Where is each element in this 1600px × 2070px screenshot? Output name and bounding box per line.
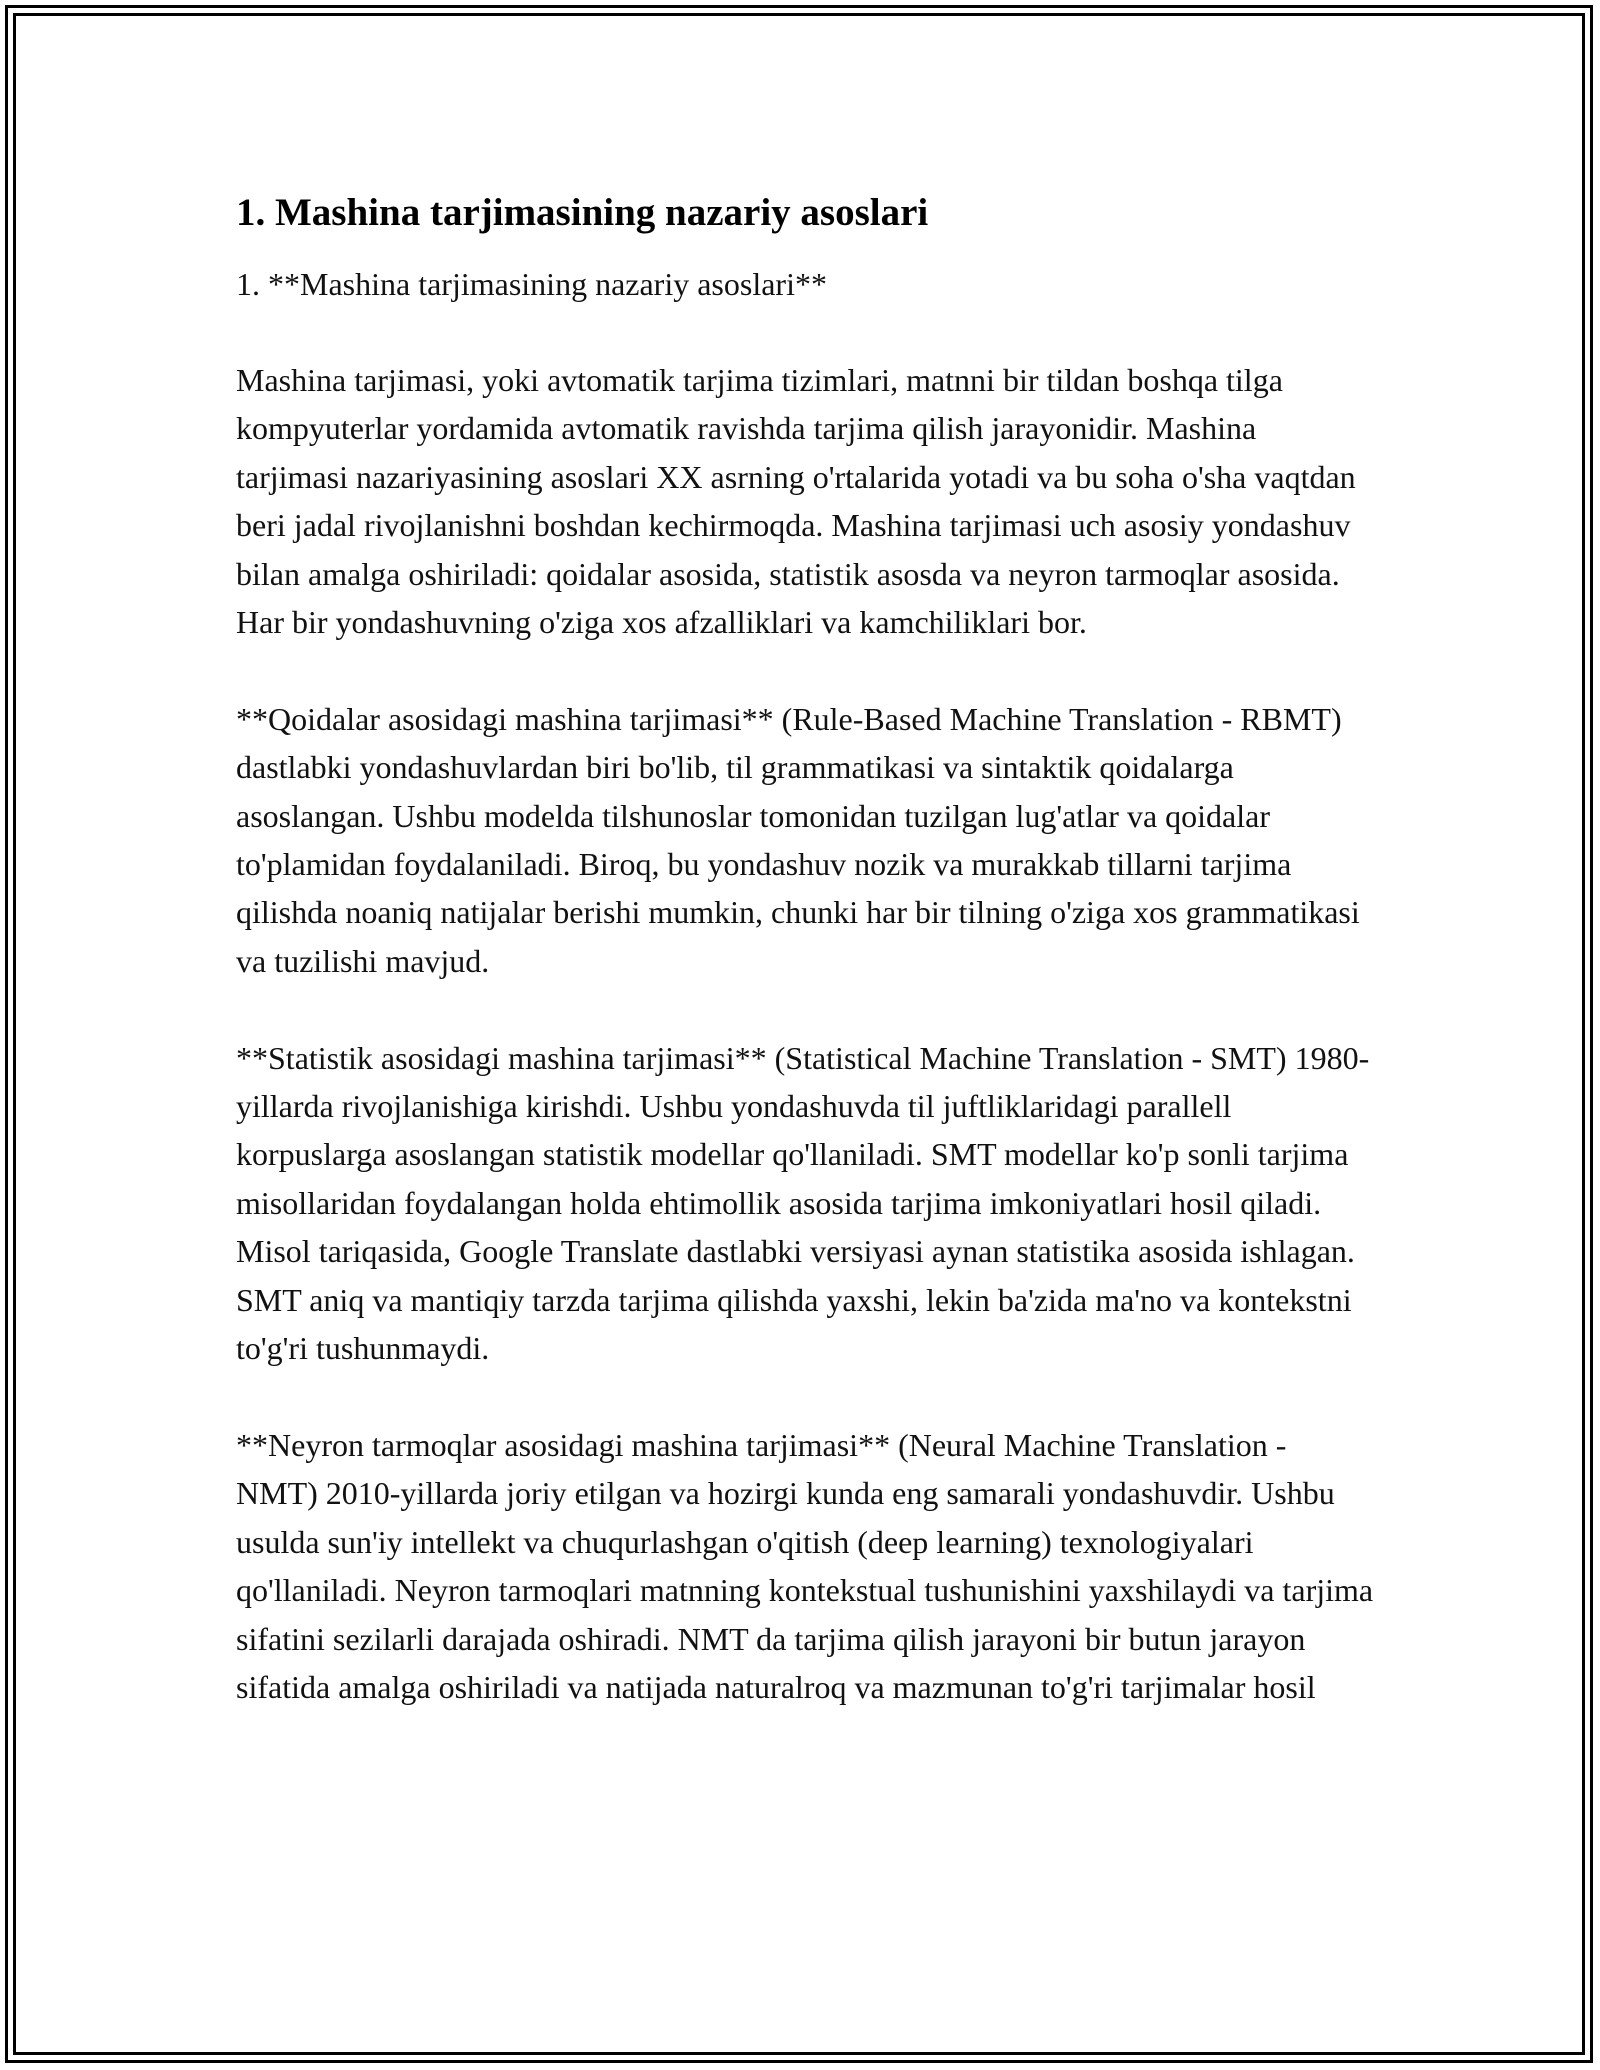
paragraph-intro: Mashina tarjimasi, yoki avtomatik tarjima tizimlari, matnni bir tildan boshqa tilga kompyuterlar yordamida avtomatik ravishda tarjima qilish jarayonidir. Mashina tarjimasi nazariyasining asoslari XX asrning o'rtalarida yotadi va bu soha o'sha vaqtdan beri jadal rivojlanishni boshdan kechirmoqda. Mashina tarjimasi uch asosiy yondashuv bilan amalga oshiriladi: qoidalar asosida, statistik asosda va neyron tarmoqlar asosida. Har bir yondashuvning o'ziga xos afzalliklari va kamchiliklari bor. [236,362,1356,641]
paragraph-smt: **Statistik asosidagi mashina tarjimasi** (Statistical Machine Translation - SMT) 1980-yillarda rivojlanishiga kirishdi. Ushbu yondashuvda til juftliklaridagi parallell korpuslarga asoslangan statistik modellar qo'llaniladi. SMT modellar ko'p sonli tarjima misollaridan foydalangan holda ehtimollik asosida tarjima imkoniyatlari hosil qiladi. Misol tariqasida, Google Translate dastlabki versiyasi aynan statistika asosida ishlagan. SMT aniq va mantiqiy tarzda tarjima qilishda yaxshi, lekin ba'zida ma'no va kontekstni to'g'ri tushunmaydi. [236,1039,1370,1367]
document-body [236,188,1376,1760]
paragraph-rbmt: **Qoidalar asosidagi mashina tarjimasi** (Rule-Based Machine Translation - RBMT) dastlabki yondashuvlardan biri bo'lib, til grammatikasi va sintaktik qoidalarga asoslangan. Ushbu modelda tilshunoslar tomonidan tuzilgan lug'atlar va qoidalar to'plamidan foydalaniladi. Biroq, bu yondashuv nozik va murakkab tillarni tarjima qilishda noaniq natijalar berishi mumkin, chunki har bir tilning o'ziga xos grammatikasi va tuzilishi mavjud. [236,700,1360,979]
section-subtitle: 1. **Mashina tarjimasining nazariy asoslari** [236,266,827,302]
paragraph-nmt: **Neyron tarmoqlar asosidagi mashina tarjimasi** (Neural Machine Translation - NMT) 2010-yillarda joriy etilgan va hozirgi kunda eng samarali yondashuvdir. Ushbu usulda sun'iy intellekt va chuqurlashgan o'qitish (deep learning) texnologiyalari qo'llaniladi. Neyron tarmoqlari matnning kontekstual tushunishini yaxshilaydi va tarjima sifatini sezilarli darajada oshiradi. NMT da tarjima qilish jarayoni bir butun jarayon sifatida amalga oshiriladi va natijada naturalroq va mazmunan to'g'ri tarjimalar hosil [236,1426,1374,1705]
section-heading: 1. Mashina tarjimasining nazariy asoslari [236,191,929,234]
